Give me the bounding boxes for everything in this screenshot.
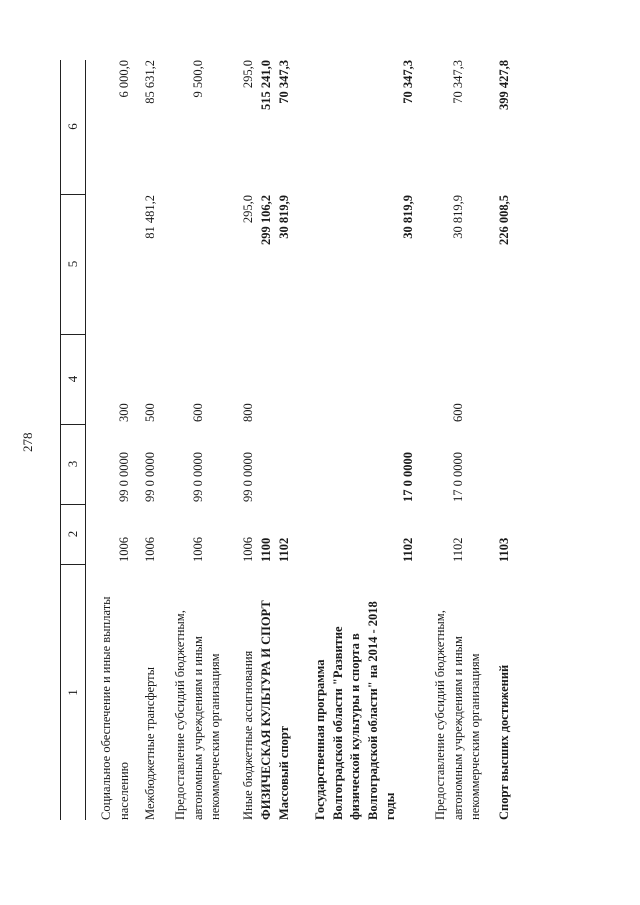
- row-amount-a: 299 106,2: [259, 195, 273, 245]
- col-header-2: 2: [60, 504, 85, 565]
- row-amount-a: 30 819,9: [401, 195, 415, 239]
- row-section: 1006: [143, 537, 157, 562]
- col-header-3: 3: [60, 424, 85, 505]
- row-name: Предоставление субсидий бюджетным, автономным учреждениям и иным некоммерческим организациям: [173, 610, 222, 820]
- header-rule: [85, 60, 86, 820]
- row-name: Иные бюджетные ассигнования: [241, 650, 255, 820]
- row-amount-b: 70 347,3: [451, 60, 465, 104]
- row-target: 17 0 0000: [451, 452, 465, 502]
- row-name: Межбюджетные трансферты: [143, 666, 157, 820]
- row-section: 1006: [191, 537, 205, 562]
- row-section: 1100: [259, 537, 273, 562]
- row-amount-b: 515 241,0: [259, 60, 273, 110]
- col-header-4: 4: [60, 334, 85, 425]
- row-amount-b: 295,0: [241, 60, 255, 89]
- row-target: 99 0 0000: [191, 452, 205, 502]
- row-section: 1102: [451, 537, 465, 562]
- row-amount-a: 226 008,5: [497, 195, 511, 245]
- row-target: 17 0 0000: [401, 452, 415, 502]
- row-amount-a: 30 819,9: [451, 195, 465, 239]
- row-amount-a: 81 481,2: [143, 195, 157, 239]
- row-name: Массовый спорт: [277, 726, 291, 820]
- row-amount-b: 70 347,3: [277, 60, 291, 104]
- row-name: Предоставление субсидий бюджетным, автономным учреждениям и иным некоммерческим организациям: [433, 610, 482, 820]
- row-amount-b: 6 000,0: [117, 60, 131, 98]
- row-type: 600: [191, 403, 205, 422]
- row-type: 500: [143, 403, 157, 422]
- row-section: 1102: [277, 537, 291, 562]
- row-section: 1006: [241, 537, 255, 562]
- col-header-6: 6: [60, 59, 85, 195]
- row-name: ФИЗИЧЕСКАЯ КУЛЬТУРА И СПОРТ: [259, 600, 273, 820]
- budget-table: [60, 60, 620, 820]
- col-header-5: 5: [60, 194, 85, 335]
- row-type: 300: [117, 403, 131, 422]
- row-name: Спорт высших достижений: [497, 664, 511, 820]
- row-amount-b: 70 347,3: [401, 60, 415, 104]
- row-name: Социальное обеспечение и иные выплаты населению: [99, 596, 131, 820]
- row-section: 1102: [401, 537, 415, 562]
- row-amount-b: 9 500,0: [191, 60, 205, 98]
- row-amount-a: 30 819,9: [277, 195, 291, 239]
- row-amount-b: 85 631,2: [143, 60, 157, 104]
- row-name: Государственная программа Волгоградской области "Развитие физической культуры и спорта в Волгоградской области" на 2014 - 2018 годы: [313, 601, 397, 820]
- row-type: 600: [451, 403, 465, 422]
- page-number: 278: [20, 432, 35, 452]
- col-header-1: 1: [65, 689, 80, 696]
- row-target: 99 0 0000: [241, 452, 255, 502]
- row-amount-a: 295,0: [241, 195, 255, 224]
- row-target: 99 0 0000: [117, 452, 131, 502]
- row-section: 1006: [117, 537, 131, 562]
- row-section: 1103: [497, 537, 511, 562]
- row-target: 99 0 0000: [143, 452, 157, 502]
- row-amount-b: 399 427,8: [497, 60, 511, 110]
- row-type: 800: [241, 403, 255, 422]
